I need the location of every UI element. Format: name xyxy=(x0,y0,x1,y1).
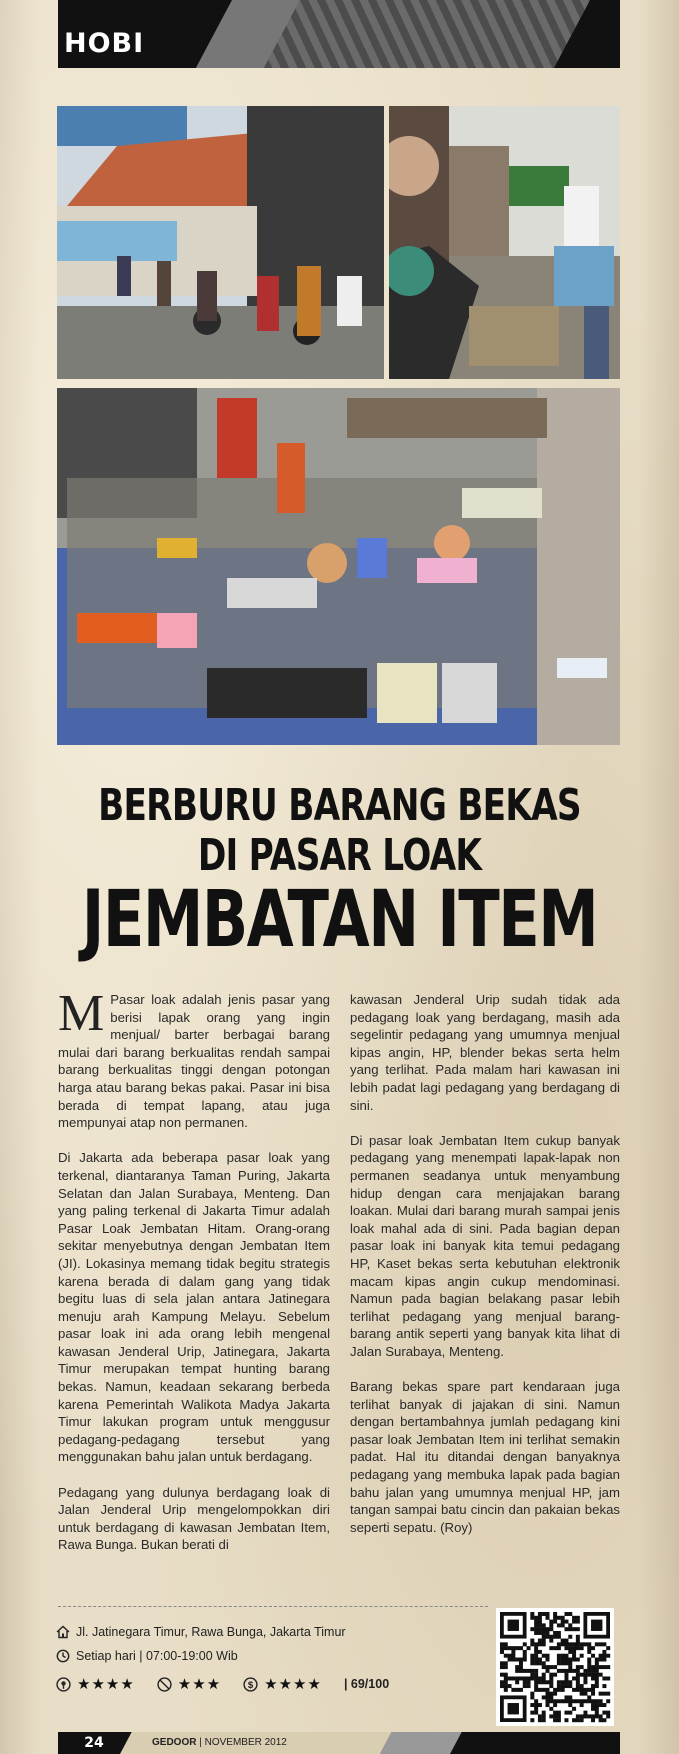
overall-score: | 69/100 xyxy=(343,1677,390,1691)
magazine-name: GEDOOR | NOVEMBER 2012 xyxy=(152,1737,287,1748)
article-paragraph: Pedagang yang dulunya berdagang loak di Jalan Jenderal Urip mengelompokkan diri untuk berdagang di kawasan Jembatan Item, Rawa Bunga. Bukan berati di xyxy=(58,1484,330,1553)
info-hours xyxy=(56,1649,238,1663)
article-paragraph: M Pasar loak adalah jenis pasar yang berisi lapak orang yang ingin menjual/ barter berbagai barang mulai dari barang berkualitas rendah sampai barang berkualitas tinggi dengan potongan harga atau barang bekas pakai. Pasar ini bisa berada di tempat lapang, atau juga mempunyai atap non permanen. xyxy=(58,985,330,1131)
footer-stripe xyxy=(380,1732,462,1754)
article-column-2 xyxy=(350,991,620,1554)
article-paragraph: Di Jakarta ada beberapa pasar loak yang terkenal, diantaranya Taman Puring, Jakarta Selatan dan Jalan Surabaya, Menteng. Dan yang paling terkenal di Jakarta Timur adalah Pasar Loak Jembatan Hitam. Orang-orang sekitar menyebutnya dengan Jembatan Item (JI). Lokasinya memang tidak begitu strategis karena berada di dalam gang yang tidak begitu luas di sela jalan antara Jatinegara menuju arah Kampung Melayu. Sebelum pasar loak ini ada orang lebih mengenal kawasan Jenderal Urip, Jatinegara, Jakarta Timur merupakan tempat hunting barang bekas. Namun, keadaan sekarang berbeda karena Pemerintah Walikota Madya Jakarta Timur lakukan program untuk menggusur pedagang-pedagang tersebut yang menggunakan bahu jalan untuk berdagang. xyxy=(58,1150,330,1465)
qr-code-image xyxy=(496,1608,614,1726)
info-address xyxy=(56,1625,346,1639)
rating-row xyxy=(56,1675,389,1693)
hours-text: Setiap hari | 07:00-19:00 Wib xyxy=(76,1649,238,1663)
rating-price xyxy=(243,1675,322,1693)
article-column-1 xyxy=(58,985,330,1572)
no-sign-icon xyxy=(157,1677,172,1692)
qr-code[interactable] xyxy=(496,1608,614,1726)
headline-line-3: JEMBATAN ITEM xyxy=(81,875,598,965)
drop-cap: M xyxy=(58,985,105,1042)
address-text: Jl. Jatinegara Timur, Rawa Bunga, Jakarta Timur xyxy=(76,1625,346,1639)
clock-icon xyxy=(56,1649,70,1663)
rating-stars: ★★★ xyxy=(177,1675,222,1693)
location-icon xyxy=(56,1677,71,1692)
info-divider xyxy=(58,1606,488,1607)
svg-text:$: $ xyxy=(247,1679,254,1691)
house-icon xyxy=(56,1625,70,1639)
photo-street-market xyxy=(57,106,384,379)
issue-date: | NOVEMBER 2012 xyxy=(199,1737,287,1748)
rating-stars: ★★★★ xyxy=(77,1675,135,1693)
photo-secondhand-goods xyxy=(57,388,620,745)
rating-location xyxy=(56,1675,135,1693)
page-number: 24 xyxy=(84,1735,104,1751)
dollar-icon xyxy=(243,1677,258,1692)
rating-stars: ★★★★ xyxy=(264,1675,322,1693)
section-label: HOBI xyxy=(64,28,145,59)
rating-crowd xyxy=(157,1675,221,1693)
article-paragraph: kawasan Jenderal Urip sudah tidak ada pedagang loak yang berdagang, masih ada segelintir pedagang yang umumnya menjual kipas angin, HP, blender bekas serta helm yang terlihat. Pada malam hari kawasan ini lebih padat lagi pedagang yang berdagang di sini. xyxy=(350,992,620,1113)
article-paragraph: Barang bekas spare part kendaraan juga terlihat banyak di jajakan di sini. Namun dengan bertambahnya jumlah pedagang kini pasar loak Jembatan Item ini terlihat semakin padat. Hal itu ditandai dengan banyaknya pedagang yang membuka lapak pada bagian bahu jalan yang umumnya menjual HP, jam tangan sampai batu cincin dan pakaian bekas seperti sepatu. (Roy) xyxy=(350,1379,620,1535)
photo-roadside-vendor xyxy=(389,106,620,379)
header-stripe-pattern xyxy=(264,0,590,68)
article-paragraph: Di pasar loak Jembatan Item cukup banyak pedagang yang menempati lapak-lapak non permanen seadanya untuk menyambung hidup dengan cara menjajakan barang loakan. Mulai dari barang murah sampai jenis loak mahal ada di sini. Pada bagian depan pasar loak ini banyak kita temui pedagang HP, Kaset bekas serta kebutuhan elektronik macam kipas angin cukup mendominasi. Namun pada bagian belakang pasar lebih terlihat pedagang yang menjual barang-barang antik seperti yang banyak kita lihat di Jalan Surabaya, Menteng. xyxy=(350,1132,620,1359)
headline-line-2: DI PASAR LOAK xyxy=(197,830,482,881)
headline-line-1: BERBURU BARANG BEKAS xyxy=(98,780,581,831)
